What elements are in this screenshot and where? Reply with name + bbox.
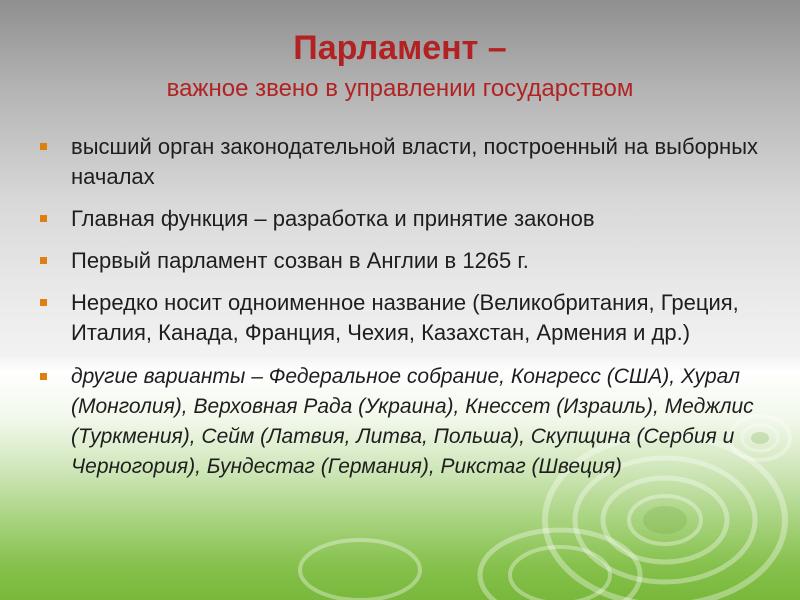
- bullet-marker-icon: [40, 373, 47, 380]
- bullet-item-other-variants: [40, 362, 760, 482]
- bullet-text: другие варианты – Федеральное собрание, Конгресс (США), Хурал (Монголия), Верховная Рада (Украина), Кнессет (Израиль), Меджлис (Туркмения), Сейм (Латвия, Литва, Польша), Скупщина (Сербия и Черногория), Бундестаг (Германия), Рикстаг (Швеция): [71, 365, 754, 478]
- bullet-marker-icon: [40, 299, 47, 306]
- bullet-text: Первый парламент созван в Англии в 1265 г.: [71, 248, 529, 273]
- bullet-marker-icon: [40, 257, 47, 264]
- bullet-marker-icon: [40, 215, 47, 222]
- bullet-list: [40, 132, 760, 494]
- bullet-item: [40, 246, 760, 276]
- title-block: [0, 28, 800, 106]
- bullet-item: [40, 288, 760, 348]
- slide-subtitle: важное звено в управлении государством: [166, 75, 634, 102]
- bullet-text: Главная функция – разработка и принятие законов: [71, 206, 595, 231]
- bullet-item: [40, 204, 760, 234]
- bullet-marker-icon: [40, 143, 47, 150]
- bullet-text: Нередко носит одноименное название (Великобритания, Греция, Италия, Канада, Франция, Чехия, Казахстан, Армения и др.): [71, 290, 739, 345]
- bullet-text: высший орган законодательной власти, построенный на выборных началах: [71, 134, 759, 189]
- slide-title: Парламент –: [293, 29, 507, 67]
- bullet-item: [40, 132, 760, 192]
